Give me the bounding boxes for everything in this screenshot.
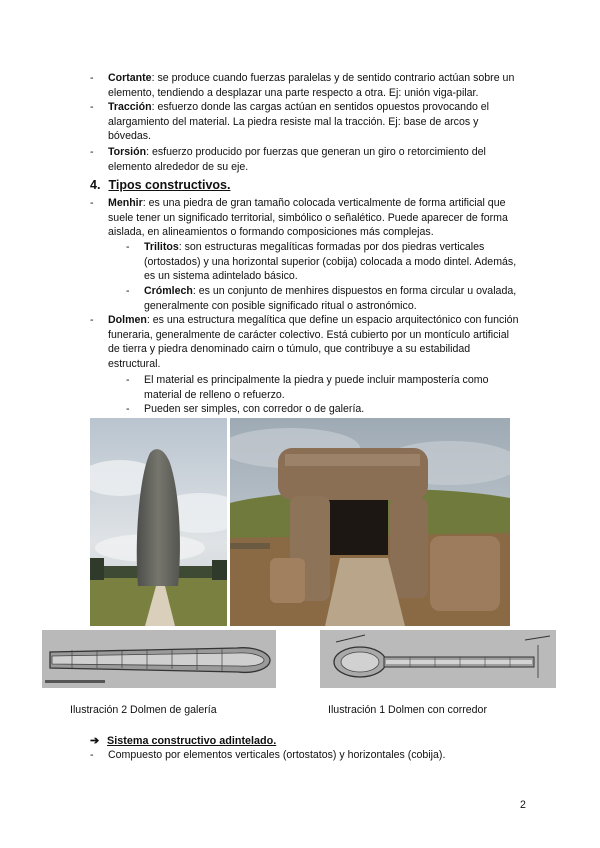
bullet-dash: -: [90, 101, 94, 113]
gallery-dolmen-plan-graphic: [42, 630, 276, 688]
subbullet-tipos: [126, 402, 521, 417]
arrow-item: [90, 734, 276, 747]
text-compuesto: Compuesto por elementos verticales (ortostatos) y horizontales (cobija).: [108, 749, 446, 761]
bullet-traccion: [90, 100, 520, 144]
dolmen-photo-graphic: [230, 418, 510, 626]
menhir-photo-graphic: [90, 418, 227, 626]
text-trilitos: : son estructuras megalíticas formadas por dos piedras verticales (ortostados) y una horizontal superior (cobija) colocada a modo dintel. Además, es un sistema adintelado básico.: [144, 241, 517, 283]
term-dolmen: Dolmen: [108, 314, 147, 326]
text-torsion: : esfuerzo producido por fuerzas que generan un giro o retorcimiento del elemento alrededor de su eje.: [108, 146, 486, 173]
bullet-dash: -: [90, 146, 94, 158]
bullet-compuesto: [90, 748, 520, 763]
arrow-icon: ➔: [90, 735, 100, 747]
bullet-menhir: [90, 196, 520, 240]
arrow-item-text: Sistema constructivo adintelado.: [107, 735, 277, 747]
text-cortante: : se produce cuando fuerzas paralelas y de sentido contrario actúan sobre un elemento, tendiendo a desplazar una parte respecto a otra. Ej: unión viga-pilar.: [108, 72, 515, 99]
bullet-dash: -: [90, 749, 94, 761]
term-trilitos: Trilitos: [144, 241, 179, 253]
term-cortante: Cortante: [108, 72, 152, 84]
bullet-dash: -: [126, 285, 130, 297]
subbullet-material: [126, 373, 521, 402]
text-material: El material es principalmente la piedra y puede incluir mampostería como material de relleno o refuerzo.: [144, 374, 489, 401]
text-traccion: : esfuerzo donde las cargas actúan en sentidos opuestos provocando el alargamiento del material. La piedra resiste mal la tracción. Ej: base de arcos y bóvedas.: [108, 101, 490, 143]
bullet-dash: -: [126, 241, 130, 253]
bullet-dolmen: [90, 313, 520, 371]
caption-right: Ilustración 1 Dolmen con corredor: [328, 704, 487, 716]
text-cromlech: : es un conjunto de menhires dispuestos en forma circular u ovalada, generalmente con posible significado ritual o astronómico.: [144, 285, 517, 312]
bullet-dash: -: [90, 72, 94, 84]
bullet-dash: -: [90, 314, 94, 326]
text-tipos: Pueden ser simples, con corredor o de galería.: [144, 403, 365, 415]
bullet-cortante: [90, 71, 520, 100]
text-dolmen: : es una estructura megalítica que define un espacio arquitectónico con función funeraria, generalmente de carácter colectivo. Está cubierto por un montículo artificial de tierra y piedra denominado cairn o túmulo, que contribuye a su estabilidad estructural.: [108, 314, 519, 370]
subbullet-cromlech: [126, 284, 521, 313]
bullet-dash: -: [126, 403, 130, 415]
bullet-dash: -: [126, 374, 130, 386]
section-heading: [90, 178, 230, 192]
subbullet-trilitos: [126, 240, 521, 284]
gallery-dolmen-plan: [42, 630, 276, 688]
page-number: 2: [520, 799, 526, 811]
bullet-torsion: [90, 145, 520, 174]
text-menhir: : es una piedra de gran tamaño colocada verticalmente de forma artificial que suele tener un significado territorial, simbólico o señalético. Puede aparecer de forma aislada, en alineamientos o formando composiciones más complejas.: [108, 197, 508, 239]
section-title: Tipos constructivos.: [108, 178, 231, 192]
bullet-dash: -: [90, 197, 94, 209]
caption-left: Ilustración 2 Dolmen de galería: [70, 704, 217, 716]
section-number: 4.: [90, 178, 101, 192]
term-cromlech: Crómlech: [144, 285, 193, 297]
term-torsion: Torsión: [108, 146, 147, 158]
term-traccion: Tracción: [108, 101, 152, 113]
term-menhir: Menhir: [108, 197, 143, 209]
dolmen-photo: [230, 418, 510, 626]
corridor-dolmen-plan-graphic: [320, 630, 556, 688]
menhir-photo: [90, 418, 227, 626]
corridor-dolmen-plan: [320, 630, 556, 688]
